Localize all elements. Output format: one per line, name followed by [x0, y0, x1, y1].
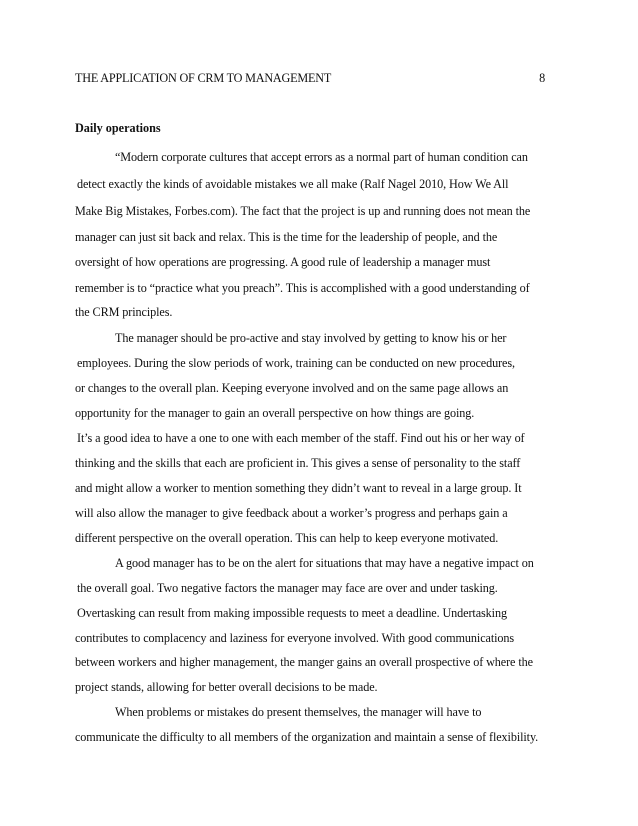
text-line: detect exactly the kinds of avoidable mistakes we all make (Ralf Nagel 2010, How We All	[77, 177, 509, 191]
text-line: remember is to “practice what you preach”. This is accomplished with a good understanding of	[75, 281, 530, 295]
text-line: employees. During the slow periods of work, training can be conducted on new procedures,	[77, 356, 515, 370]
text-line: thinking and the skills that each are proficient in. This gives a sense of personality to the staff	[75, 456, 521, 470]
text-line: Make Big Mistakes, Forbes.com). The fact that the project is up and running does not mean the	[75, 204, 531, 218]
text-line: communicate the difficulty to all members of the organization and maintain a sense of flexibility.	[75, 730, 539, 744]
text-line: Overtasking can result from making impossible requests to meet a deadline. Undertasking	[77, 606, 507, 620]
page-number: 8	[539, 71, 545, 85]
text-line: or changes to the overall plan. Keeping everyone involved and on the same page allows an	[75, 381, 509, 395]
text-line: and might allow a worker to mention something they didn’t want to reveal in a large group. It	[75, 481, 522, 495]
text-line: opportunity for the manager to gain an overall perspective on how things are going.	[75, 406, 475, 420]
text-line: will also allow the manager to give feedback about a worker’s progress and perhaps gain a	[75, 506, 508, 520]
text-line: oversight of how operations are progressing. A good rule of leadership a manager must	[75, 255, 491, 269]
section-heading: Daily operations	[75, 121, 161, 135]
running-head-title: THE APPLICATION OF CRM TO MANAGEMENT	[75, 71, 332, 85]
text-line: When problems or mistakes do present themselves, the manager will have to	[115, 705, 482, 719]
text-line: different perspective on the overall operation. This can help to keep everyone motivated.	[75, 531, 499, 545]
text-line: A good manager has to be on the alert for situations that may have a negative impact on	[115, 556, 534, 570]
text-line: “Modern corporate cultures that accept errors as a normal part of human condition can	[115, 150, 528, 164]
running-header	[75, 71, 545, 86]
text-line: the CRM principles.	[75, 305, 173, 319]
text-line: It’s a good idea to have a one to one with each member of the staff. Find out his or her way of	[77, 431, 525, 445]
text-line: manager can just sit back and relax. This is the time for the leadership of people, and the	[75, 230, 498, 244]
text-line: the overall goal. Two negative factors the manager may face are over and under tasking.	[77, 581, 498, 595]
text-line: The manager should be pro-active and stay involved by getting to know his or her	[115, 331, 507, 345]
text-line: project stands, allowing for better overall decisions to be made.	[75, 680, 378, 694]
text-line: between workers and higher management, the manger gains an overall prospective of where the	[75, 655, 533, 669]
text-line: contributes to complacency and laziness for everyone involved. With good communications	[75, 631, 515, 645]
